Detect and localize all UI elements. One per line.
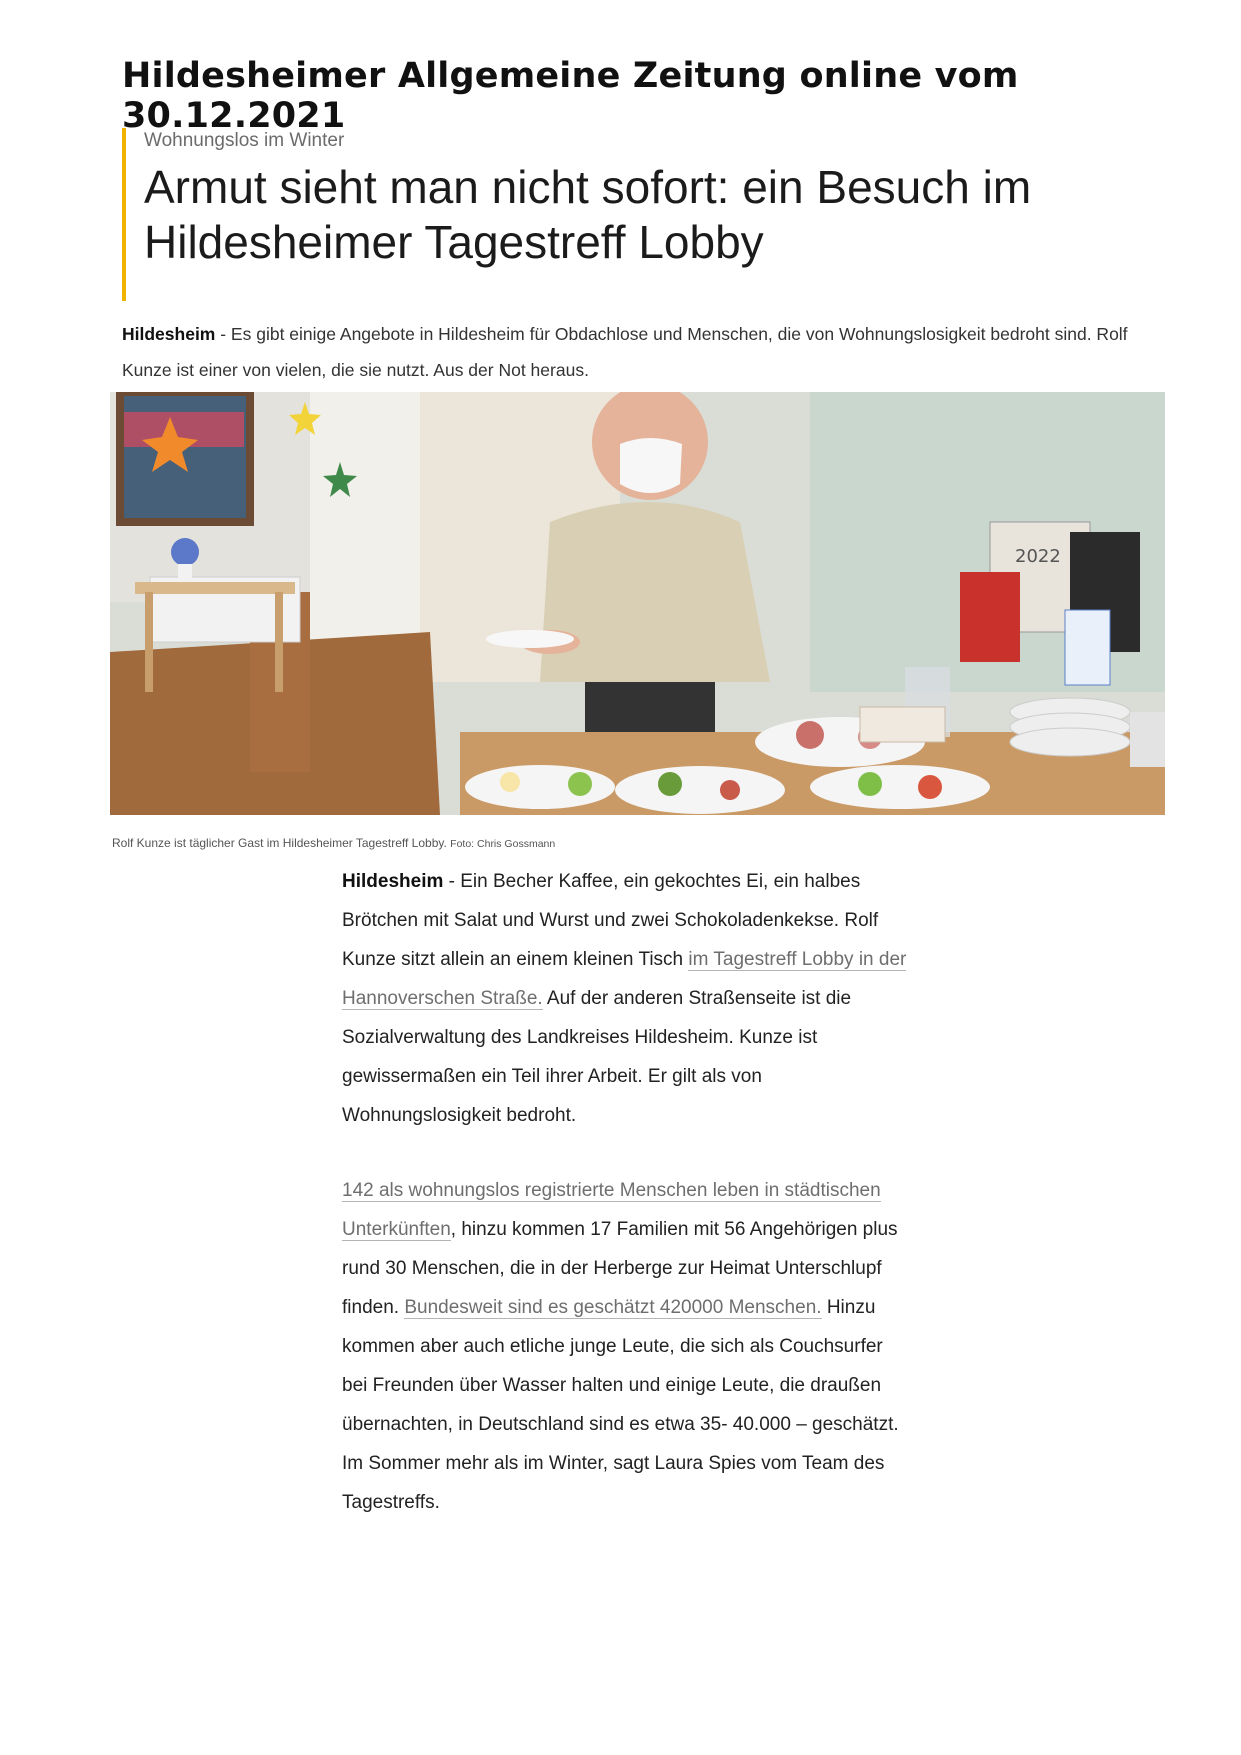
link-bundesweit[interactable]: Bundesweit sind es geschätzt 420000 Menschen.: [404, 1297, 822, 1318]
body-text: - Ein Becher Kaffee, ein gekochtes Ei, ein halbes Brötchen mit Salat und Wurst und zwei Schokoladenkekse. Rolf Kunze sitzt allein an einem kleinen Tisch: [342, 871, 879, 970]
body-paragraph-2: [342, 1171, 912, 1522]
link-tagestreff-lobby[interactable]: im Tagestreff Lobby in der Hannoverschen Straße.: [342, 949, 907, 1009]
headline-block: [122, 128, 1174, 301]
caption-text: Rolf Kunze ist täglicher Gast im Hildesheimer Tagestreff Lobby.: [112, 836, 447, 850]
body-paragraph-1: [342, 862, 912, 1135]
teaser-dateline: Hildesheim: [122, 324, 216, 344]
body-text: , hinzu kommen 17 Familien mit 56 Angehörigen plus rund 30 Menschen, die in der Herberge zur Heimat Unterschlupf finden.: [342, 1219, 898, 1318]
link-wohnungslos-registriert[interactable]: 142 als wohnungslos registrierte Menschen leben in städtischen Unterkünften: [342, 1180, 881, 1240]
photo-credit: Foto: Chris Gossmann: [450, 838, 556, 850]
article-photo: [110, 392, 1165, 815]
body-dateline: Hildesheim: [342, 871, 444, 892]
teaser-text: - Es gibt einige Angebote in Hildesheim für Obdachlose und Menschen, die von Wohnungslosigkeit bedroht sind. Rolf Kunze ist einer von vielen, die sie nutzt. Aus der Not heraus.: [122, 324, 1128, 380]
article-headline: Armut sieht man nicht sofort: ein Besuch im Hildesheimer Tagestreff Lobby: [144, 161, 1032, 268]
article-kicker: Wohnungslos im Winter: [144, 130, 345, 151]
article-teaser: [122, 316, 1172, 388]
body-text: Hinzu kommen aber auch etliche junge Leute, die sich als Couchsurfer bei Freunden über Wasser halten und einige Leute, die draußen übernachten, in Deutschland sind es etwa 35- 40.000 – geschätzt. Im Sommer mehr als im Winter, sagt Laura Spies vom Team des Tagestreffs.: [342, 1297, 899, 1513]
document-header: Hildesheimer Allgemeine Zeitung online vom 30.12.2021: [122, 56, 1019, 136]
body-text: Auf der anderen Straßenseite ist die Sozialverwaltung des Landkreises Hildesheim. Kunze ist gewissermaßen ein Teil ihrer Arbeit. Er gilt als von Wohnungslosigkeit bedroht.: [342, 988, 852, 1126]
newspaper-text: 2022: [1015, 546, 1061, 567]
photo-caption: [112, 836, 555, 850]
article-body: [342, 862, 912, 1522]
